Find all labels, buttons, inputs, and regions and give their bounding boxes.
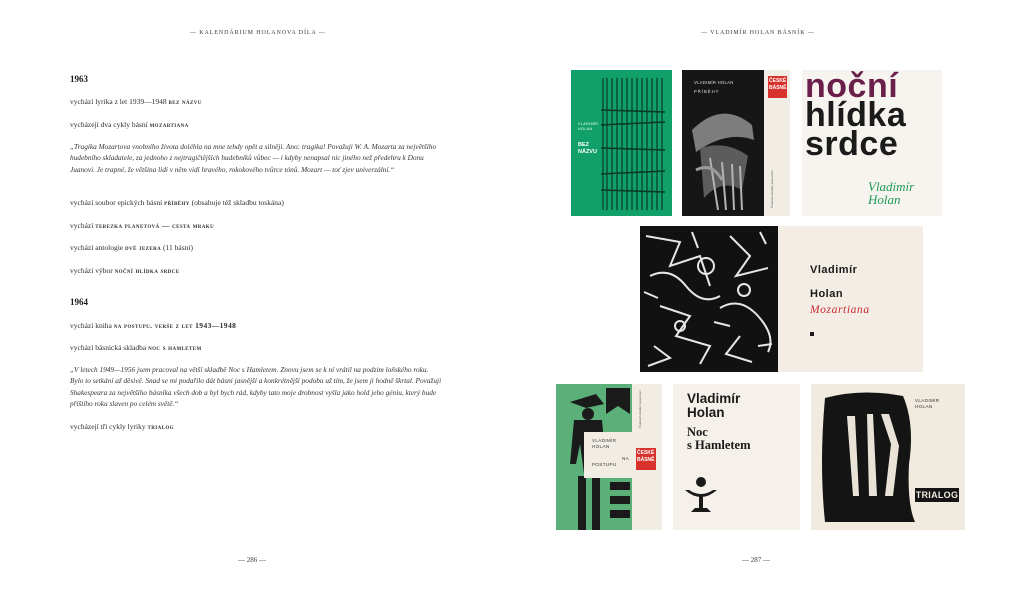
book-cover-bez-nazvu — [571, 70, 672, 216]
cover-dark-panel — [682, 70, 764, 216]
cover-author: VLADIMÍR HOLAN — [915, 398, 940, 409]
calendar-entry: vychází soubor epických básní příběhy (obsahuje též skladbu toskána) — [70, 198, 284, 207]
book-cover-nocni-hlidka-srdce — [802, 70, 942, 216]
calendar-entry: vychází kniha na postupu. verše z let 1943—1948 — [70, 321, 237, 330]
cover-author: Vladimír Holan — [868, 179, 915, 207]
running-head-right: — VLADIMÍR HOLAN BÁSNÍK — — [701, 30, 815, 36]
year-heading-1963: 1963 — [70, 74, 88, 84]
cover-dot — [810, 332, 814, 336]
publisher-spine: Československý spisovatel — [638, 390, 642, 428]
cover-author: VLADIMÍR HOLAN — [592, 438, 617, 449]
page-number-left: — 286 — — [238, 556, 266, 564]
series-badge: ČESKÉ BÁSNĚ — [768, 76, 787, 98]
running-head-left: — KALENDÁRIUM HOLANOVA DÍLA — — [190, 30, 326, 36]
calendar-entry: vychází terezka planetová — cesta mraku — [70, 221, 215, 230]
quote-1963: „Tragika Mozartova vnobního života doléhla na mne tehdy opět a silněji. Ano: tragika! Považuji W. A. Mozarta za největšího hudebního skladatele, za jednoho z nejtragičtějších hudebníků vůbec — i kdyby nenapsal nic jiného než předehru k Donu Juanovi. Je trapné, že většina lidí v něm vidí hravého, rokokového tvůrce tónů. Mozart — toť zjev univerzální.“ — [70, 142, 437, 174]
page-number-right: — 287 — — [742, 556, 770, 564]
book-cover-noc-s-hamletem — [673, 384, 800, 530]
cover-woodcut-pattern — [640, 226, 778, 372]
calendar-entry: vychází básnická skladba noc s hamletem — [70, 343, 202, 352]
series-badge: ČESKÉ BÁSNĚ — [636, 448, 656, 470]
cover-author: Vladimír Holan — [687, 391, 741, 420]
cover-author: Vladimír Holan — [810, 264, 858, 300]
calendar-entry: vychází lyrika z let 1939—1948 bez názvu — [70, 97, 202, 106]
cover-title: PŘÍBĚHY — [694, 89, 720, 94]
cover-title: Noc s Hamletem — [687, 425, 751, 452]
book-cover-trialog — [811, 384, 965, 530]
quote-1964: „V letech 1949—1956 jsem pracoval na větší skladbě Noc s Hamletem. Znovu jsem se k ní vrátil na podzim loňského roku. Bylo to setkání až děsivé. Snad se mi podařilo dát básni jasnější a konkrétnější podobu už tím, že jsem ji hodně škrtal. Považuji Shakespeara za největšího básníka všech dob a byl bych rád, kdyby tato moje drobnost vyšla jako hold jeho géniu, který bude příštího roku slaven po celém světě.“ — [70, 365, 442, 408]
cover-label-panel — [584, 432, 638, 478]
cover-author: VLADIMÍR HOLAN — [578, 122, 599, 131]
cover-title: NA POSTUPU — [592, 456, 630, 467]
calendar-entry: vychází výbor noční hlídka srdce — [70, 266, 180, 275]
cover-title: noční hlídka srdce — [805, 70, 907, 163]
cover-woodcut-panel — [640, 226, 778, 372]
book-cover-mozartiana — [640, 226, 923, 372]
book-cover-pribehy — [682, 70, 790, 216]
cover-title: BEZ NÁZVU — [578, 142, 597, 155]
right-page — [506, 0, 1012, 600]
cover-woodcut-shape — [811, 384, 965, 530]
cover-emblem — [677, 476, 727, 516]
book-cover-na-postupu — [556, 384, 662, 530]
calendar-entry: vychází antologie dvě jezera (11 básní) — [70, 243, 193, 252]
cover-title: Mozartiana — [810, 304, 870, 316]
cover-author: VLADIMÍR HOLAN — [694, 80, 734, 85]
year-heading-1964: 1964 — [70, 297, 88, 307]
publisher-spine: Československý spisovatel — [770, 170, 774, 208]
cover-title: TRIALOG — [915, 490, 959, 500]
calendar-entry: vycházejí tři cykly lyriky trialog — [70, 422, 174, 431]
calendar-entry: vycházejí dva cykly básní mozartiana — [70, 120, 189, 129]
